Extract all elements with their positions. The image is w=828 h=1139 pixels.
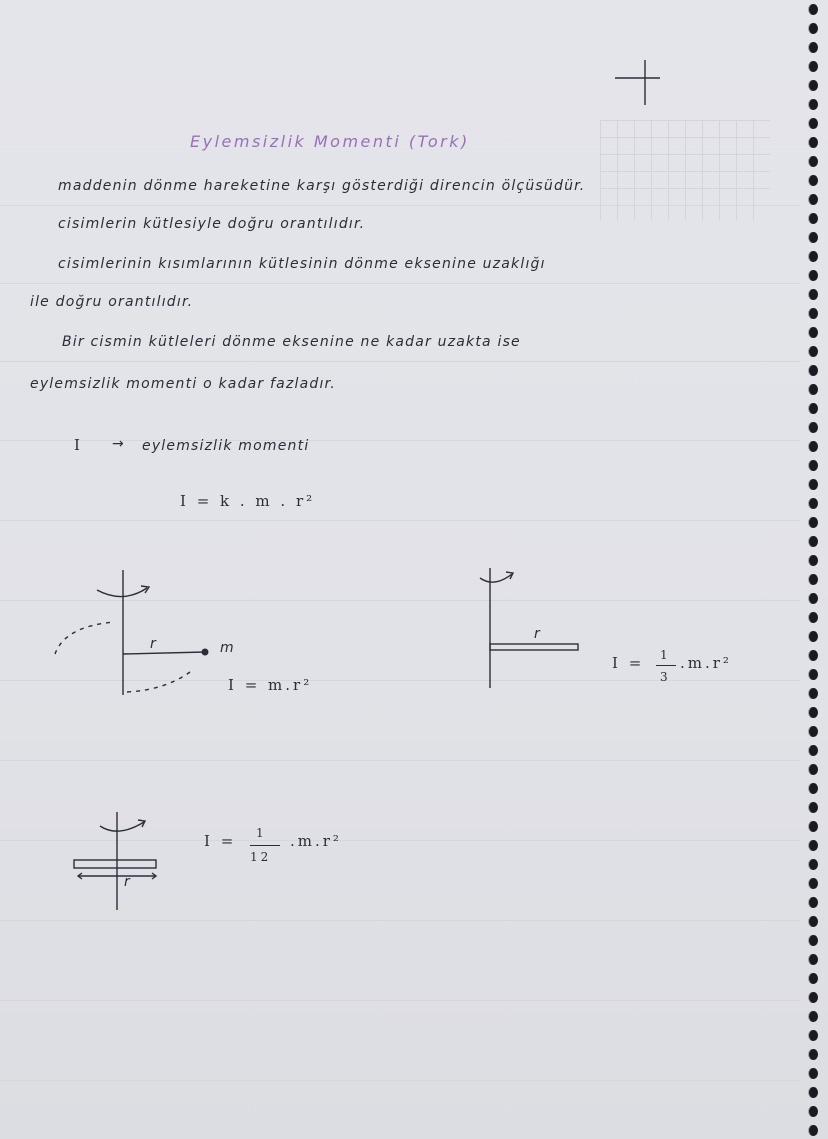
spiral-hole (809, 859, 818, 870)
rod-center-diagram (70, 810, 170, 915)
spiral-hole (809, 574, 818, 585)
spiral-hole (809, 289, 818, 300)
rod-center-r-label: r (124, 874, 131, 890)
rod-end-formula-prefix: I = (612, 654, 645, 672)
rod-end-formula-suffix: .m.r² (680, 654, 732, 672)
rod-center-denominator: 12 (250, 850, 272, 864)
spiral-hole (809, 270, 818, 281)
spiral-hole (809, 232, 818, 243)
spiral-hole (809, 1087, 818, 1098)
rod-end-numerator: 1 (660, 648, 671, 662)
spiral-hole (809, 61, 818, 72)
point-mass-r-label: r (150, 636, 157, 652)
spiral-hole (809, 1068, 818, 1079)
spiral-hole (809, 441, 818, 452)
spiral-hole (809, 175, 818, 186)
spiral-hole (809, 1106, 818, 1117)
spiral-hole (809, 365, 818, 376)
corner-mark (605, 60, 665, 110)
spiral-hole (809, 194, 818, 205)
spiral-hole (809, 80, 818, 91)
spiral-hole (809, 612, 818, 623)
spiral-hole (809, 213, 818, 224)
spiral-hole (809, 821, 818, 832)
spiral-hole (809, 688, 818, 699)
page-title: Eylemsizlik Momenti (Tork) (190, 132, 470, 151)
spiral-binding (800, 0, 826, 1139)
spiral-hole (809, 517, 818, 528)
general-formula: I = k . m . r² (180, 492, 316, 510)
spiral-hole (809, 555, 818, 566)
paragraph3-line1: Bir cismin kütleleri dönme eksenine ne kadar uzakta ise (62, 334, 521, 350)
definition-meaning: eylemsizlik momenti (142, 438, 310, 454)
spiral-hole (809, 23, 818, 34)
paragraph1-line2: cisimlerin kütlesiyle doğru orantılıdır. (58, 216, 366, 232)
spiral-hole (809, 954, 818, 965)
rod-end-fraction-bar (656, 665, 676, 666)
rod-end-denominator: 3 (660, 670, 671, 684)
spiral-hole (809, 460, 818, 471)
spiral-hole (809, 973, 818, 984)
ruled-line (0, 520, 800, 521)
spiral-hole (809, 384, 818, 395)
spiral-hole (809, 1049, 818, 1060)
ruled-line (0, 1080, 800, 1081)
ruled-line (0, 205, 800, 206)
paragraph2-line2: ile doğru orantılıdır. (30, 294, 194, 310)
ruled-line (0, 760, 800, 761)
ruled-line (0, 283, 800, 284)
spiral-hole (809, 650, 818, 661)
spiral-hole (809, 137, 818, 148)
point-mass-formula: I = m.r² (228, 676, 313, 694)
spiral-hole (809, 935, 818, 946)
spiral-hole (809, 308, 818, 319)
spiral-hole (809, 4, 818, 15)
spiral-hole (809, 422, 818, 433)
rod-center-formula-suffix: .m.r² (290, 832, 342, 850)
spiral-hole (809, 156, 818, 167)
spiral-hole (809, 346, 818, 357)
spiral-hole (809, 1011, 818, 1022)
spiral-hole (809, 479, 818, 490)
definition-arrow: → (112, 436, 125, 452)
spiral-hole (809, 118, 818, 129)
paragraph1-line1: maddenin dönme hareketine karşı gösterdiği direncin ölçüsüdür. (58, 178, 586, 194)
spiral-hole (809, 593, 818, 604)
spiral-hole (809, 745, 818, 756)
ruled-line (0, 1000, 800, 1001)
rod-center-formula-prefix: I = (204, 832, 237, 850)
paragraph2-line1: cisimlerinin kısımlarının kütlesinin dönme eksenine uzaklığı (58, 256, 546, 272)
spiral-hole (809, 669, 818, 680)
rod-center-numerator: 1 (256, 826, 267, 840)
ruled-line (0, 920, 800, 921)
spiral-hole (809, 42, 818, 53)
spiral-hole (809, 802, 818, 813)
spiral-hole (809, 1125, 818, 1136)
spiral-hole (809, 764, 818, 775)
spiral-hole (809, 327, 818, 338)
spiral-hole (809, 897, 818, 908)
spiral-hole (809, 1030, 818, 1041)
spiral-hole (809, 631, 818, 642)
spiral-hole (809, 251, 818, 262)
spiral-hole (809, 498, 818, 509)
paragraph3-line2: eylemsizlik momenti o kadar fazladır. (30, 376, 336, 392)
spiral-hole (809, 707, 818, 718)
spiral-hole (809, 726, 818, 737)
spiral-hole (809, 878, 818, 889)
spiral-hole (809, 992, 818, 1003)
spiral-hole (809, 536, 818, 547)
definition-symbol: I (74, 436, 83, 454)
spiral-hole (809, 99, 818, 110)
spiral-hole (809, 403, 818, 414)
spiral-hole (809, 916, 818, 927)
spiral-hole (809, 840, 818, 851)
rod-center-fraction-bar (250, 845, 280, 846)
spiral-hole (809, 783, 818, 794)
ruled-line (0, 361, 800, 362)
point-mass-m-label: m (220, 640, 235, 656)
point-mass-diagram (55, 570, 255, 700)
rod-end-r-label: r (534, 626, 541, 642)
